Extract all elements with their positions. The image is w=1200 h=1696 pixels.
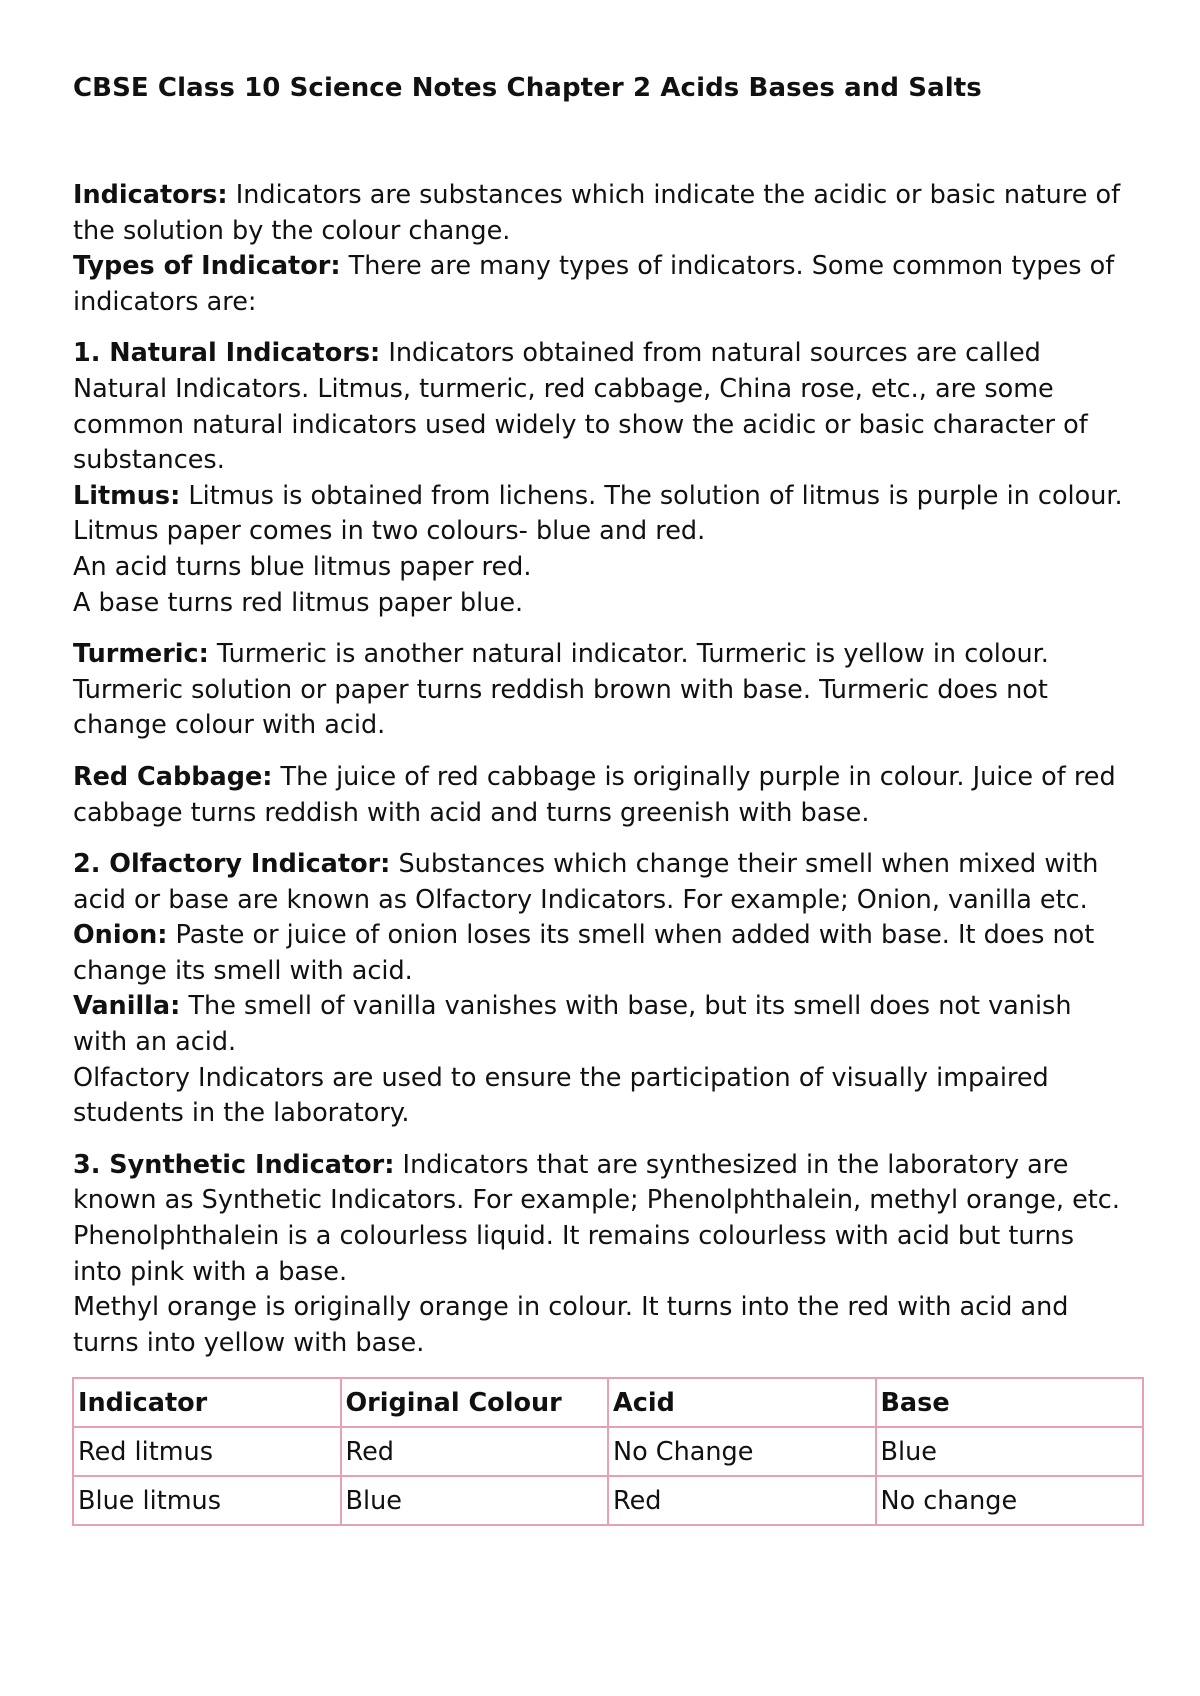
indicators-label: Indicators: [73,180,228,210]
table-header-row [73,1378,1143,1427]
table-row [73,1427,1143,1476]
types-label: Types of Indicator: [73,251,341,282]
methyl-orange-line: Methyl orange is originally orange in colour. It turns into the red with acid and turns into yellow with base. [73,1292,1069,1358]
litmus-label: Litmus: [73,480,181,511]
synthetic-text: Indicators that are synthesized in the laboratory are known as Synthetic Indicators. For example; Phenolphthalein, methyl orange, etc. [73,1149,1120,1216]
synthetic-paragraph [73,1148,1128,1219]
turmeric-label: Turmeric: [73,639,209,670]
cabbage-paragraph [73,760,1128,831]
table-cell: No Change [608,1427,876,1476]
cabbage-text: The juice of red cabbage is originally purple in colour. Juice of red cabbage turns reddish with acid and turns greenish with base. [73,761,1116,828]
types-text: There are many types of indicators. Some common types of indicators are: [73,251,1115,317]
vanilla-label: Vanilla: [73,991,181,1022]
indicators-text: Indicators are substances which indicate the acidic or basic nature of the solution by the colour change. [73,180,1121,246]
onion-paragraph [73,918,1128,989]
synthetic-label: 3. Synthetic Indicator: [73,1149,395,1180]
table-row [73,1476,1143,1525]
onion-text: Paste or juice of onion loses its smell when added with base. It does not change its smell with acid. [73,920,1095,986]
olfactory-paragraph [73,847,1128,918]
olfactory-label: 2. Olfactory Indicator: [73,849,391,880]
table-cell: No change [876,1476,1144,1525]
litmus-paragraph [73,479,1128,550]
indicator-table [72,1377,1144,1526]
table-cell: Red [341,1427,609,1476]
types-paragraph [73,249,1128,320]
table-cell: Blue litmus [73,1476,341,1525]
table-cell: Blue [341,1476,609,1525]
table-header-cell: Indicator [73,1378,341,1427]
litmus-text: Litmus is obtained from lichens. The solution of litmus is purple in colour. Litmus paper comes in two colours- blue and red. [73,480,1123,547]
turmeric-paragraph [73,637,1128,744]
table-cell: Red [608,1476,876,1525]
litmus-base-line: A base turns red litmus paper blue. [73,587,524,618]
phenolphthalein-line: Phenolphthalein is a colourless liquid. It remains colourless with acid but turns into pink with a base. [73,1221,1075,1287]
litmus-acid-line: An acid turns blue litmus paper red. [73,551,532,582]
table-cell: Red litmus [73,1427,341,1476]
olfactory-note: Olfactory Indicators are used to ensure the participation of visually impaired students in the laboratory. [73,1062,1049,1129]
turmeric-text: Turmeric is another natural indicator. Turmeric is yellow in colour. Turmeric solution or paper turns reddish brown with base. Turmeric does not change colour with acid. [73,639,1049,741]
natural-text: Indicators obtained from natural sources are called Natural Indicators. Litmus, turmeric, red cabbage, China rose, etc., are some common natural indicators used widely to show the acidic or basic character of substances. [73,338,1088,476]
natural-paragraph [73,336,1128,478]
indicators-paragraph [73,178,1128,249]
vanilla-paragraph [73,989,1128,1060]
table-header-cell: Base [876,1378,1144,1427]
table-header-cell: Acid [608,1378,876,1427]
vanilla-text: The smell of vanilla vanishes with base, but its smell does not vanish with an acid. [73,991,1072,1058]
cabbage-label: Red Cabbage: [73,761,273,792]
page-title: CBSE Class 10 Science Notes Chapter 2 Acids Bases and Salts [73,73,982,103]
table-header-cell: Original Colour [341,1378,609,1427]
natural-label: 1. Natural Indicators: [73,338,381,369]
onion-label: Onion: [73,920,168,951]
olfactory-text: Substances which change their smell when mixed with acid or base are known as Olfactory Indicators. For example; Onion, vanilla etc. [73,849,1099,915]
table-cell: Blue [876,1427,1144,1476]
